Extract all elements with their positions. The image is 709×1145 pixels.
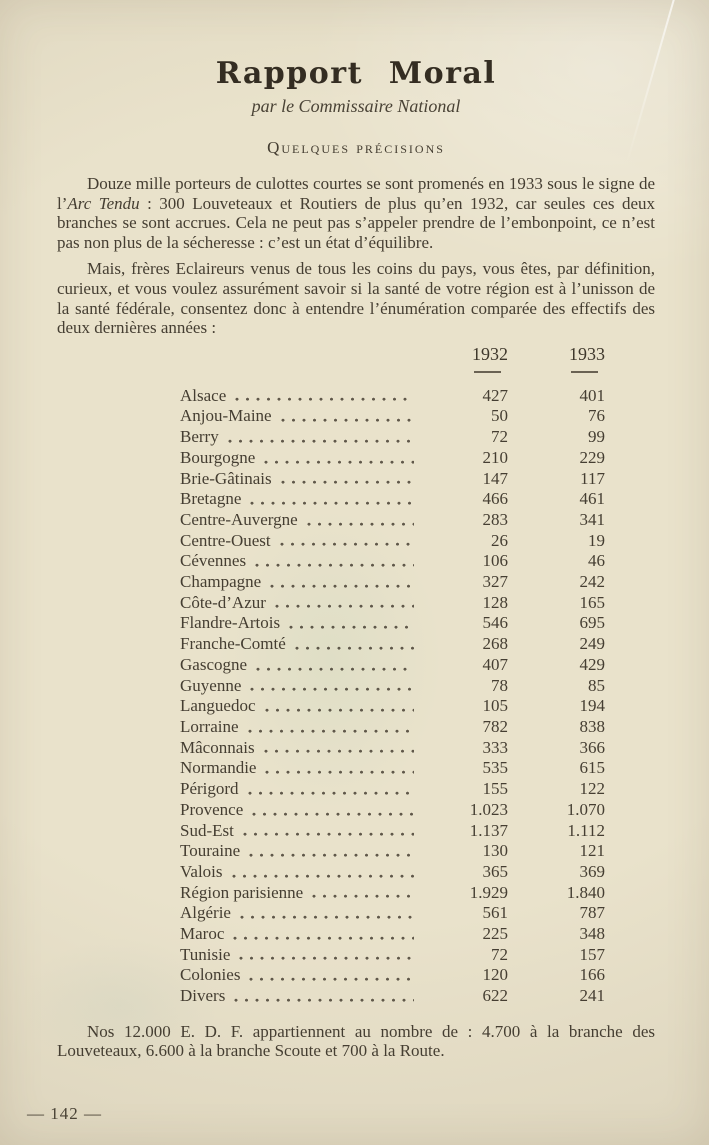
value-1933: 99 xyxy=(588,427,605,447)
region-label: Flandre-Artois xyxy=(180,613,281,633)
dot-leader xyxy=(240,914,414,921)
table-row xyxy=(180,469,605,490)
dot-leader xyxy=(250,500,414,507)
region-label: Divers xyxy=(180,986,226,1006)
value-1933: 194 xyxy=(579,696,605,716)
value-1932: 26 xyxy=(491,530,508,550)
value-1932: 1.929 xyxy=(469,882,508,902)
table-row xyxy=(180,965,605,986)
table-row xyxy=(180,613,605,634)
dot-leader xyxy=(289,624,414,631)
table-row xyxy=(180,903,605,924)
table-row xyxy=(180,655,605,676)
region-label: Colonies xyxy=(180,965,241,985)
dot-leader xyxy=(256,666,414,673)
value-1932: 210 xyxy=(482,447,508,467)
region-label: Brie-Gâtinais xyxy=(180,468,272,488)
dot-leader xyxy=(270,583,414,590)
year-label: 1933 xyxy=(569,343,605,364)
value-1932: 128 xyxy=(482,592,508,612)
region-label: Normandie xyxy=(180,758,257,778)
value-1933: 249 xyxy=(579,634,605,654)
value-1932: 268 xyxy=(482,634,508,654)
table-row xyxy=(180,883,605,904)
value-1933: 165 xyxy=(579,592,605,612)
table-row xyxy=(180,717,605,738)
region-label: Provence xyxy=(180,799,244,819)
value-1932: 155 xyxy=(482,779,508,799)
value-1932: 1.023 xyxy=(469,799,508,819)
value-1932: 72 xyxy=(491,944,508,964)
value-1932: 147 xyxy=(482,468,508,488)
value-1932: 561 xyxy=(482,903,508,923)
value-1932: 327 xyxy=(482,572,508,592)
dot-leader xyxy=(265,769,414,776)
region-label: Lorraine xyxy=(180,717,239,736)
dot-leader xyxy=(228,438,414,445)
value-1933: 122 xyxy=(579,779,605,799)
value-1933: 85 xyxy=(588,675,605,695)
value-1932: 466 xyxy=(482,489,508,509)
dot-leader xyxy=(239,955,414,962)
year-underline xyxy=(571,371,598,373)
value-1933: 401 xyxy=(579,385,605,405)
dot-leader xyxy=(280,541,414,548)
region-label: Périgord xyxy=(180,779,239,799)
region-label: Touraine xyxy=(180,841,241,861)
table-row xyxy=(180,489,605,510)
value-1933: 369 xyxy=(579,861,605,881)
table-row xyxy=(180,531,605,552)
value-1932: 105 xyxy=(482,696,508,716)
table-body xyxy=(180,386,605,1007)
table-row xyxy=(180,406,605,427)
year-header-1932 xyxy=(420,344,508,373)
page-subtitle: par le Commissaire National xyxy=(251,96,461,116)
dot-leader xyxy=(281,479,414,486)
region-label: Champagne xyxy=(180,572,262,592)
value-1932: 283 xyxy=(482,509,508,529)
region-label: Algérie xyxy=(180,903,231,923)
value-1933: 241 xyxy=(579,986,605,1006)
table-row xyxy=(180,572,605,593)
value-1933: 117 xyxy=(580,468,605,488)
table-row xyxy=(180,593,605,614)
region-label: Gascogne xyxy=(180,654,248,674)
value-1933: 166 xyxy=(579,965,605,985)
table-row xyxy=(180,945,605,966)
value-1933: 366 xyxy=(579,737,605,757)
value-1932: 427 xyxy=(482,385,508,405)
table-header xyxy=(180,344,605,373)
region-label: Bourgogne xyxy=(180,447,256,467)
table-row xyxy=(180,386,605,407)
dot-leader xyxy=(234,997,414,1004)
table-row xyxy=(180,551,605,572)
value-1933: 348 xyxy=(579,924,605,944)
value-1932: 225 xyxy=(482,924,508,944)
value-1933: 242 xyxy=(579,572,605,592)
region-label: Berry xyxy=(180,427,219,447)
region-label: Tunisie xyxy=(180,944,231,964)
paragraph-regions: Mais, frères Eclaireurs venus de tous les coins du pays, vous êtes, par définition, curieux, et vous voulez assurément savoir si la santé de votre région est à l’unisson de la santé fédérale, consentez donc à entendre l’énumération comparée des effectifs des deux dernières années : xyxy=(57,259,655,338)
dot-leader xyxy=(275,603,414,610)
region-label: Mâconnais xyxy=(180,737,255,757)
value-1932: 546 xyxy=(482,613,508,633)
dot-leader xyxy=(249,852,414,859)
table-row xyxy=(180,862,605,883)
dot-leader xyxy=(264,748,414,755)
region-label: Languedoc xyxy=(180,696,256,716)
table-row xyxy=(180,738,605,759)
value-1932: 106 xyxy=(482,551,508,571)
value-1933: 76 xyxy=(588,406,605,426)
table-row xyxy=(180,634,605,655)
region-label: Sud-Est xyxy=(180,820,234,840)
value-1933: 838 xyxy=(579,717,605,736)
value-1933: 19 xyxy=(588,530,605,550)
table-row xyxy=(180,510,605,531)
value-1932: 535 xyxy=(482,758,508,778)
region-label: Valois xyxy=(180,861,223,881)
value-1933: 429 xyxy=(579,654,605,674)
value-1932: 365 xyxy=(482,861,508,881)
table-row xyxy=(180,696,605,717)
region-label: Anjou-Maine xyxy=(180,406,272,426)
value-1933: 157 xyxy=(579,944,605,964)
dot-leader xyxy=(264,459,414,466)
value-1933: 1.070 xyxy=(566,799,605,819)
section-heading: Quelques précisions xyxy=(267,138,445,157)
year-underline xyxy=(474,371,501,373)
dot-leader xyxy=(281,417,414,424)
dot-leader xyxy=(232,873,415,880)
table-row xyxy=(180,676,605,697)
stats-table xyxy=(180,344,605,1007)
value-1933: 229 xyxy=(579,447,605,467)
dot-leader xyxy=(312,893,414,900)
paragraph-intro xyxy=(57,174,655,252)
value-1932: 407 xyxy=(482,654,508,674)
region-label: Centre-Auvergne xyxy=(180,509,298,529)
region-label: Alsace xyxy=(180,385,227,405)
page-title: Rapport Moral xyxy=(215,56,497,91)
region-label: Bretagne xyxy=(180,489,242,509)
region-label: Franche-Comté xyxy=(180,634,286,654)
dot-leader xyxy=(255,562,414,569)
region-label: Cévennes xyxy=(180,551,247,571)
value-1933: 341 xyxy=(579,509,605,529)
table-row xyxy=(180,448,605,469)
paragraph-summary: Nos 12.000 E. D. F. appartiennent au nombre de : 4.700 à la branche des Louveteaux, 6.600 à la branche Scoute et 700 à la Route. xyxy=(57,1021,655,1061)
dot-leader xyxy=(307,521,414,528)
value-1933: 615 xyxy=(579,758,605,778)
region-label: Guyenne xyxy=(180,675,242,695)
dot-leader xyxy=(233,935,414,942)
dot-leader xyxy=(252,811,414,818)
dot-leader xyxy=(250,686,414,693)
table-row xyxy=(180,427,605,448)
value-1932: 333 xyxy=(482,737,508,757)
table-row xyxy=(180,841,605,862)
paragraph-intro-italic: Arc Tendu xyxy=(67,193,140,213)
value-1932: 622 xyxy=(482,986,508,1006)
value-1932: 130 xyxy=(482,841,508,861)
table-row xyxy=(180,924,605,945)
value-1932: 782 xyxy=(482,717,508,736)
region-label: Région parisienne xyxy=(180,882,304,902)
region-label: Centre-Ouest xyxy=(180,530,271,550)
value-1932: 72 xyxy=(491,427,508,447)
value-1932: 1.137 xyxy=(469,820,508,840)
dot-leader xyxy=(265,707,414,714)
value-1933: 461 xyxy=(579,489,605,509)
value-1933: 787 xyxy=(579,903,605,923)
value-1933: 695 xyxy=(579,613,605,633)
value-1932: 120 xyxy=(482,965,508,985)
table-row xyxy=(180,800,605,821)
paragraph-intro-text-b: : 300 Louveteaux et Routiers de plus qu’en 1932, car seules ces deux branches se sont accrues. Cela ne peut pas s’appeler prendre de l’embonpoint, ce n’est pas non plus de la sécheresse : c’est un état d’équilibre. xyxy=(57,193,656,252)
value-1933: 46 xyxy=(588,551,605,571)
value-1933: 1.840 xyxy=(566,882,605,902)
dot-leader xyxy=(235,396,414,403)
value-1932: 50 xyxy=(491,406,508,426)
page-content xyxy=(0,56,709,1061)
table-row xyxy=(180,758,605,779)
year-label: 1932 xyxy=(472,343,508,364)
value-1932: 78 xyxy=(491,675,508,695)
dot-leader xyxy=(249,976,414,983)
paragraph-intro-text-a: Douze mille porteurs de culottes courtes se sont promenés en 1933 sous le signe de l’ xyxy=(57,174,655,213)
region-label: Maroc xyxy=(180,924,225,944)
dot-leader xyxy=(248,790,414,797)
dot-leader xyxy=(295,645,414,652)
table-row xyxy=(180,821,605,842)
region-label: Côte-d’Azur xyxy=(180,592,266,612)
dot-leader xyxy=(248,728,414,735)
dot-leader xyxy=(243,831,414,838)
value-1933: 1.112 xyxy=(567,820,605,840)
page-number: — 142 — xyxy=(27,1104,102,1123)
table-row xyxy=(180,779,605,800)
table-row xyxy=(180,986,605,1007)
value-1933: 121 xyxy=(579,841,605,861)
year-header-1933 xyxy=(508,344,605,373)
